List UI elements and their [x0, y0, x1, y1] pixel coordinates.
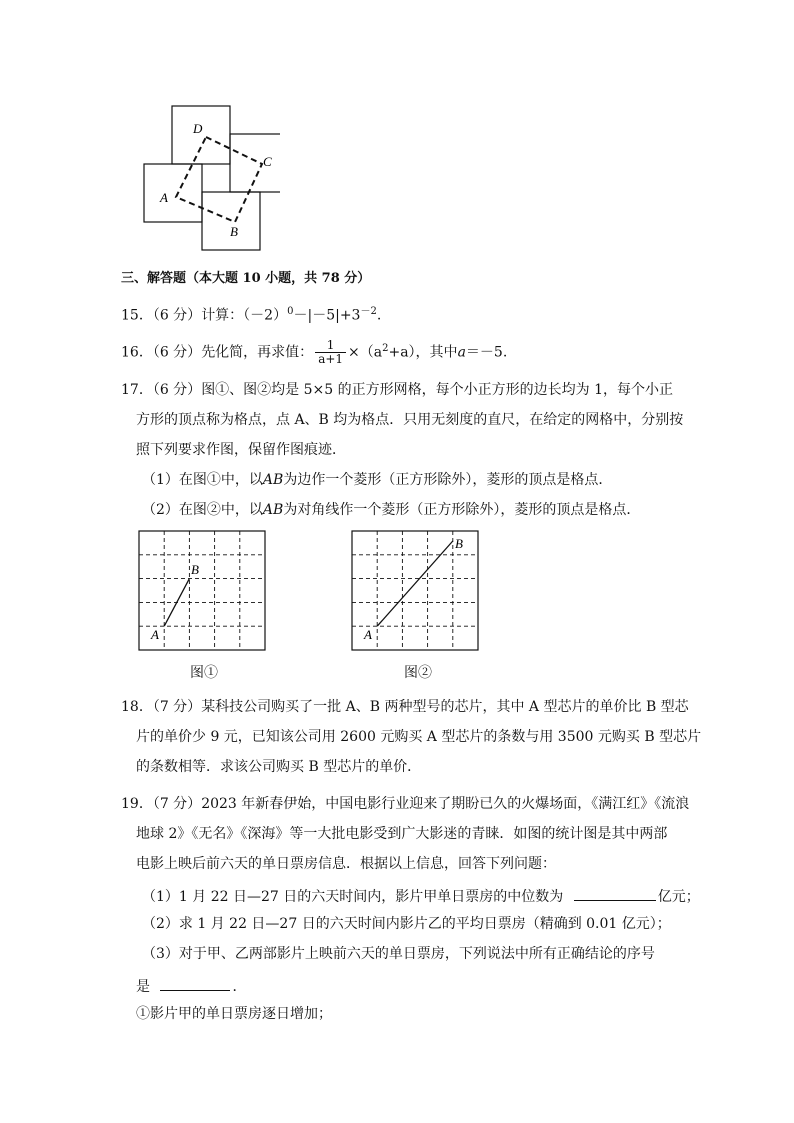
question-17-sub1 [142, 470, 612, 490]
q16-points: （6 分） [152, 344, 202, 361]
grid-figure-2 [347, 526, 487, 656]
question-18-line1 [121, 697, 689, 717]
q19-line1: 2023 年新春伊始，中国电影行业迎来了期盼已久的火爆场面，《满江红》《流浪 [201, 796, 690, 812]
label-b: B [230, 224, 238, 239]
q18-line1: 某科技公司购买了一批 A、B 两种型号的芯片，其中 A 型芯片的单价比 B 型芯 [201, 699, 689, 715]
q15-number: 15． [121, 307, 153, 324]
q17-sub2-a: （2）在图②中，以 [142, 502, 263, 518]
q17-points: （6 分） [152, 382, 202, 398]
question-19-line1 [121, 794, 689, 814]
label-c: C [263, 154, 272, 169]
q17-sub1-var: AB [262, 472, 284, 488]
grid-figure-1 [134, 526, 274, 656]
question-18-line3: 的条数相等．求该公司购买 B 型芯片的单价． [136, 759, 422, 775]
square-left [144, 164, 202, 222]
q17-sub1-a: （1）在图①中，以 [142, 472, 263, 488]
q19-points: （7 分） [152, 796, 202, 812]
q17-sub2-var: AB [262, 502, 284, 518]
q16-frac-num: 1 [315, 339, 346, 353]
q16-text-c: +a），其中 [388, 344, 458, 361]
q15-sup1: 0 [287, 306, 294, 317]
q16-text-b: ×（a [348, 344, 383, 361]
question-16 [121, 334, 507, 368]
q19-sub3-a: 是 [136, 979, 150, 995]
question-19-sub3-line2 [136, 974, 246, 997]
q17-sub2-b: 为对角线作一个菱形（正方形除外），菱形的顶点是格点． [283, 502, 641, 518]
question-17-line3: 照下列要求作图，保留作图痕迹． [136, 442, 346, 458]
q15-text-c: . [376, 307, 382, 324]
q16-fraction [315, 339, 346, 366]
q16-text-a: 先化简，再求值： [201, 344, 314, 361]
question-19-sub3-line1: （3）对于甲、乙两部影片上映前六天的单日票房，下列说法中所有正确结论的序号 [142, 946, 655, 962]
question-15 [121, 302, 381, 326]
q17-sub1-b: 为边作一个菱形（正方形除外），菱形的顶点是格点． [283, 472, 613, 488]
q16-frac-den: a+1 [318, 352, 344, 367]
grid2-segment-ab [377, 541, 453, 626]
q19-number: 19． [121, 796, 153, 812]
q15-text-a: 计算：（－2） [201, 307, 288, 324]
question-19-line3: 电影上映后前六天的单日票房信息．根据以上信息，回答下列问题： [136, 856, 556, 872]
q15-sup2: －2 [360, 306, 377, 317]
grid1-label-a: A [151, 627, 159, 642]
question-17-sub2 [142, 500, 640, 520]
question-17-line2: 方形的顶点称为格点，点 A、B 均为格点．只用无刻度的直尺，在给定的网格中，分别按 [136, 412, 684, 428]
q16-sup: 2 [382, 343, 389, 354]
q16-var: a [457, 344, 466, 361]
q19-sub1-b: 亿元； [657, 889, 700, 905]
q19-sub1-a: （1）1 月 22 日—27 日的六天时间内，影片甲单日票房的中位数为 [142, 889, 564, 905]
grid1-caption: 图① [190, 665, 218, 681]
label-d: D [193, 121, 203, 136]
q15-text-b: －|－5|+3 [293, 307, 361, 324]
question-19-sub2: （2）求 1 月 22 日—27 日的六天时间内影片乙的平均日票房（精确到 0.01 亿元）； [142, 916, 671, 932]
q18-points: （7 分） [152, 699, 202, 715]
question-18-line2: 片的单价少 9 元，已知该公司用 2600 元购买 A 型芯片的条数与用 3500 元购买 B 型芯片 [136, 729, 702, 745]
answer-blank-median[interactable] [574, 884, 656, 901]
question-19-item1: ①影片甲的单日票房逐日增加； [136, 1006, 332, 1022]
q16-number: 16． [121, 344, 153, 361]
grid2-label-a: A [364, 627, 372, 642]
grid1-label-b: B [191, 562, 199, 577]
question-19-sub1 [142, 884, 700, 907]
q16-text-d: ＝－5. [465, 344, 508, 361]
q17-line1: 图①、图②均是 5×5 的正方形网格，每个小正方形的边长均为 1，每个小正 [201, 382, 673, 398]
q15-points: （6 分） [152, 307, 202, 324]
grid2-caption: 图② [404, 665, 432, 681]
square-right [230, 134, 280, 192]
q17-number: 17． [121, 382, 153, 398]
question-17-line1 [121, 380, 673, 400]
label-a: A [160, 190, 168, 205]
grid2-label-b: B [455, 536, 463, 551]
question-19-line2: 地球 2》《无名》《深海》等一大批电影受到广大影迷的青睐．如图的统计图是其中两部 [136, 826, 668, 842]
dashed-quadrilateral [176, 137, 262, 222]
q18-number: 18． [121, 699, 153, 715]
squares-figure [140, 100, 280, 260]
q19-sub3-b: ． [232, 979, 247, 995]
section-heading: 三、解答题（本大题 10 小题，共 78 分） [121, 271, 371, 286]
answer-blank-conclusions[interactable] [160, 974, 230, 991]
